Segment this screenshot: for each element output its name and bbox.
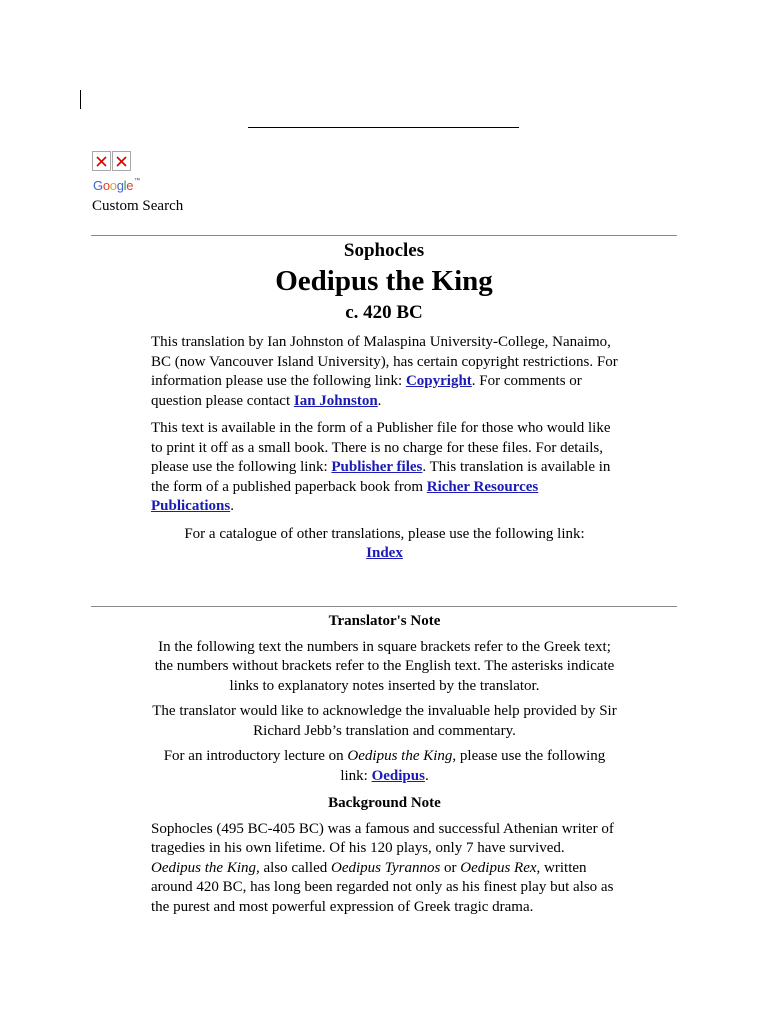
catalogue-paragraph: For a catalogue of other translations, please use the following link: Index <box>184 525 585 561</box>
text-cursor <box>80 90 81 109</box>
divider <box>91 235 677 236</box>
contact-link[interactable]: Ian Johnston <box>293 392 378 409</box>
custom-search-label[interactable]: Custom Search <box>92 198 184 214</box>
background-note-heading: Background Note <box>328 795 441 811</box>
index-link[interactable]: Index <box>366 545 403 561</box>
translators-note-heading: Translator's Note <box>328 613 441 629</box>
richer-resources-link[interactable]: Richer Resources Publications <box>151 478 539 514</box>
copyright-paragraph: This translation by Ian Johnston of Malaspina University-College, Nanaimo, BC (now Vancouver Island University), has certain copyright restrictions. For information please use the following link: Copyright. For comments or question please contact Ian Johnston. <box>151 334 618 409</box>
publisher-paragraph: This text is available in the form of a Publisher file for those who would like to print it off as a small book. There is no charge for these files. For details, please use the following link: Publisher files. This translation is available in the form of a published paperback book from Richer Resources Publications. <box>151 420 611 514</box>
page-title: Oedipus the King <box>275 265 493 297</box>
translators-note-section <box>151 612 618 917</box>
top-divider <box>248 127 519 128</box>
intro-section <box>151 333 618 564</box>
google-logo: Google™ <box>93 178 140 193</box>
divider <box>91 606 677 607</box>
oedipus-lecture-link[interactable]: Oedipus <box>371 767 425 784</box>
lecture-paragraph: For an introductory lecture on Oedipus the King, please use the following link: Oedipus. <box>163 748 606 784</box>
publisher-files-link[interactable]: Publisher files <box>331 459 423 475</box>
translators-note-paragraph: In the following text the numbers in square brackets refer to the Greek text; the numbers without brackets refer to the English text. The asterisks indicate links to explanatory notes inserted by the translator. <box>154 638 615 694</box>
broken-image-icon[interactable] <box>112 151 131 171</box>
google-search-widget <box>92 151 184 214</box>
date-heading: c. 420 BC <box>345 302 423 323</box>
acknowledgement-paragraph: The translator would like to acknowledge the invaluable help provided by Sir Richard Jebb’s translation and commentary. <box>152 703 617 739</box>
author-heading: Sophocles <box>343 240 425 261</box>
background-paragraph: Sophocles (495 BC-405 BC) was a famous and successful Athenian writer of tragedies in his own lifetime. Of his 120 plays, only 7 have survived. Oedipus the King, also called Oedipus Tyrannos or Oedipus Rex, written around 420 BC, has long been regarded not only as his finest play but also as the purest and most powerful expression of Greek tragic drama. <box>151 820 614 915</box>
copyright-link[interactable]: Copyright <box>405 373 472 389</box>
broken-image-icon[interactable] <box>92 151 111 171</box>
